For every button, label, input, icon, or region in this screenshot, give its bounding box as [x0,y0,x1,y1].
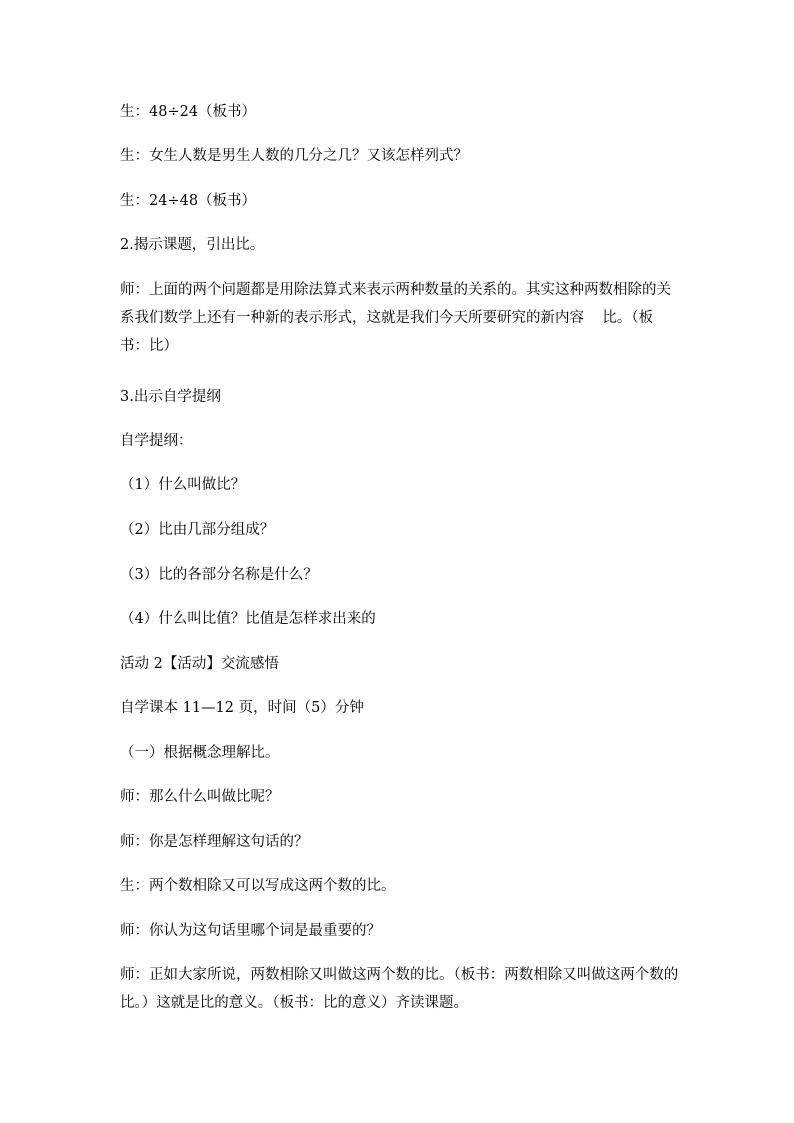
paragraph-9: （2）比由几部分组成？ [120,522,275,538]
paragraph-15: 师：那么什么叫做比呢？ [120,789,280,805]
paragraph-2: 生：女生人数是男生人数的几分之几？又该怎样列式？ [120,148,468,164]
paragraph-14: （一）根据概念理解比。 [120,745,280,761]
paragraph-7: 自学提纲： [120,433,193,449]
paragraph-6: 3.出示自学提纲 [120,389,221,405]
paragraph-5: 师：上面的两个问题都是用除法算式来表示两种数量的关系的。其实这种两数相除的关系我们数学上还有一种新的表示形式，这就是我们今天所要研究的新内容 比。（板书：比） [120,282,671,354]
paragraph-19: 师：正如大家所说，两数相除又叫做这两个数的比。（板书：两数相除又叫做这两个数的比。）这就是比的意义。（板书：比的意义）齐读课题。 [120,967,679,1011]
paragraph-17: 生：两个数相除又可以写成这两个数的比。 [120,878,396,894]
paragraph-4: 2.揭示课题，引出比。 [120,237,265,253]
paragraph-12: 活动 2【活动】交流感悟 [120,656,279,672]
paragraph-10: （3）比的各部分名称是什么？ [120,567,318,583]
paragraph-18: 师：你认为这句话里哪个词是最重要的？ [120,923,381,939]
paragraph-3: 生：24÷48（板书） [120,193,257,209]
paragraph-13: 自学课本 11—12 页，时间（5）分钟 [120,700,364,716]
paragraph-11: （4）什么叫比值？比值是怎样求出来的 [120,611,376,627]
paragraph-8: （1）什么叫做比？ [120,477,246,493]
paragraph-1: 生：48÷24（板书） [120,104,257,120]
paragraph-16: 师：你是怎样理解这句话的？ [120,834,309,850]
